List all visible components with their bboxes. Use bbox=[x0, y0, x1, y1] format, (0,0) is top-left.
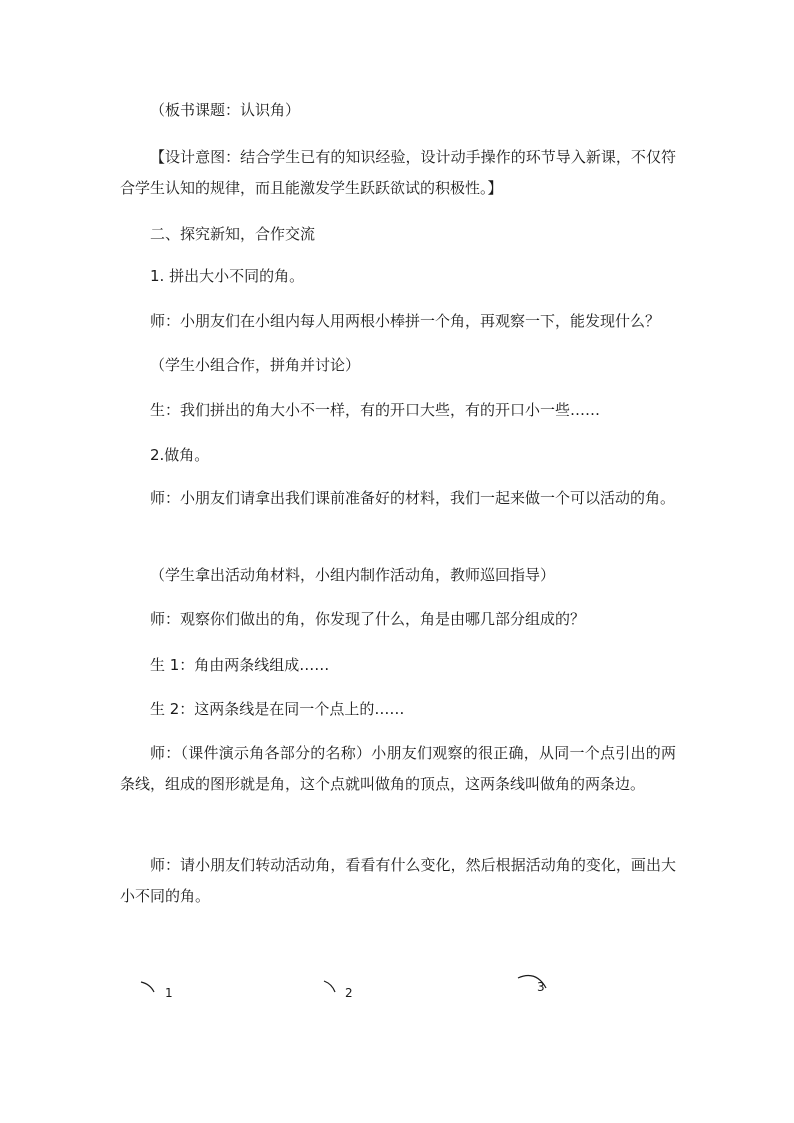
angle-figures bbox=[0, 960, 794, 1020]
step-heading-2: 2.做角。 bbox=[150, 446, 210, 464]
paragraph-student-1: 生：我们拼出的角大小不一样，有的开口大些，有的开口小一些…… bbox=[150, 401, 601, 419]
angle-figures-svg bbox=[0, 960, 794, 1020]
angle-label-2: 2 bbox=[345, 986, 353, 1000]
paragraph-activity-1: （学生小组合作，拼角并讨论） bbox=[150, 356, 361, 374]
paragraph-teacher-1: 师：小朋友们在小组内每人用两根小棒拼一个角，再观察一下，能发现什么？ bbox=[150, 312, 661, 330]
paragraph-design-intent: 【设计意图：结合学生已有的知识经验，设计动手操作的环节导入新课，不仅符合学生认知的规律，而且能激发学生跃跃欲试的积极性。】 bbox=[120, 148, 676, 197]
angle-arc-2 bbox=[324, 981, 335, 992]
paragraph-activity-2: （学生拿出活动角材料，小组内制作活动角，教师巡回指导） bbox=[150, 566, 556, 584]
paragraph-teacher-5: 师：请小朋友们转动活动角，看看有什么变化，然后根据活动角的变化，画出大小不同的角。 bbox=[120, 856, 676, 905]
paragraph-teacher-2: 师：小朋友们请拿出我们课前准备好的材料，我们一起来做一个可以活动的角。 bbox=[150, 489, 676, 507]
paragraph-teacher-3: 师：观察你们做出的角，你发现了什么，角是由哪几部分组成的？ bbox=[150, 610, 586, 628]
angle-arc-1 bbox=[141, 982, 154, 992]
paragraph-title: （板书课题：认识角） bbox=[150, 101, 301, 119]
angle-label-3: 3 bbox=[537, 980, 545, 994]
step-heading-1: 1. 拼出大小不同的角。 bbox=[150, 267, 305, 285]
paragraph-student-3: 生 2：这两条线是在同一个点上的…… bbox=[150, 700, 405, 718]
paragraph-student-2: 生 1：角由两条线组成…… bbox=[150, 656, 330, 674]
section-heading: 二、探究新知，合作交流 bbox=[150, 225, 316, 243]
paragraph-teacher-4: 师：（课件演示角各部分的名称）小朋友们观察的很正确，从同一个点引出的两条线，组成的图形就是角，这个点就叫做角的顶点，这两条线叫做角的两条边。 bbox=[120, 744, 676, 793]
angle-label-1: 1 bbox=[165, 986, 173, 1000]
